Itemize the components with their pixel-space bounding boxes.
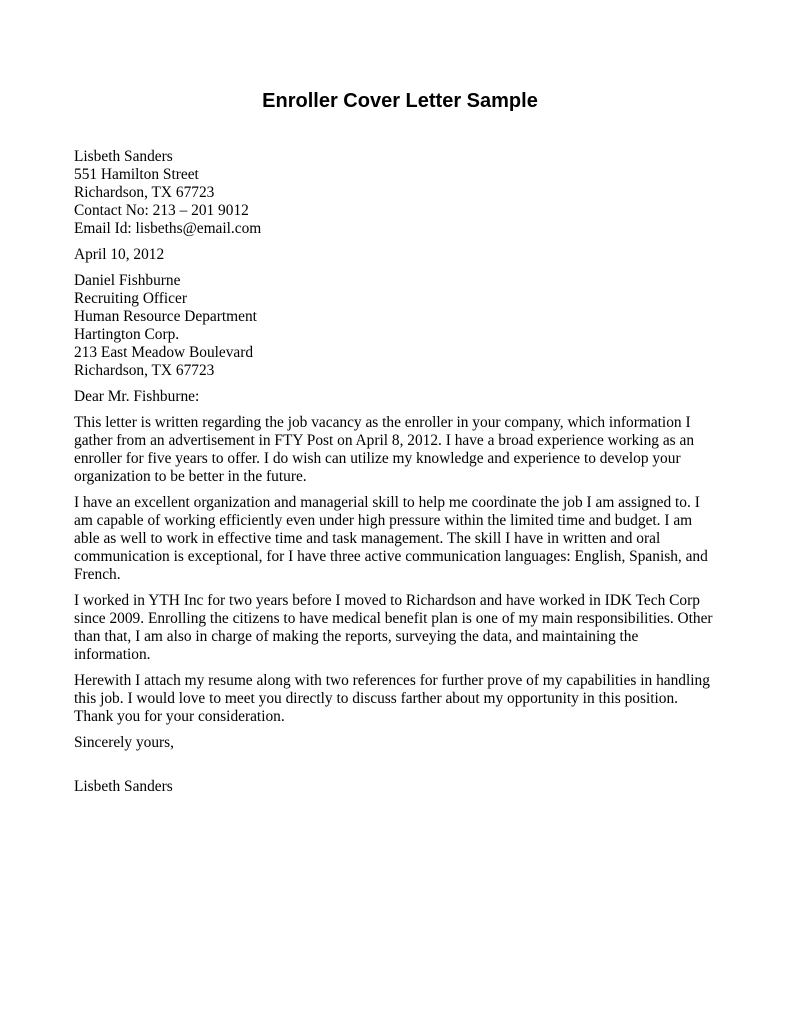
- recipient-title: Recruiting Officer: [74, 290, 187, 307]
- paragraph-line: am capable of working efficiently even under high pressure within the limited time and budget. I am: [74, 512, 693, 529]
- paragraph-line: than that, I am also in charge of making the reports, surveying the data, and maintaining the: [74, 628, 639, 645]
- page-title: Enroller Cover Letter Sample: [262, 90, 538, 112]
- paragraph-2: [74, 494, 734, 584]
- paragraph-line: Herewith I attach my resume along with two references for further prove of my capabilities in handling: [74, 672, 710, 689]
- sender-contact: Contact No: 213 – 201 9012: [74, 202, 249, 219]
- sender-name: Lisbeth Sanders: [74, 148, 173, 165]
- paragraph-line: gather from an advertisement in FTY Post on April 8, 2012. I have a broad experience working as an: [74, 432, 695, 449]
- paragraph-line: communication is exceptional, for I have three active communication languages: English, Spanish, and: [74, 548, 708, 565]
- paragraph-line: organization to be better in the future.: [74, 468, 307, 485]
- paragraph-3: [74, 592, 734, 664]
- letter-date: April 10, 2012: [74, 246, 165, 263]
- paragraph-line: able as well to work in effective time and task management. The skill I have in written and oral: [74, 530, 661, 547]
- paragraph-4: [74, 672, 734, 726]
- sender-email: Email Id: lisbeths@email.com: [74, 220, 262, 237]
- recipient-company: Hartington Corp.: [74, 326, 180, 343]
- paragraph-line: this job. I would love to meet you directly to discuss farther about my opportunity in this position.: [74, 690, 679, 707]
- paragraph-line: This letter is written regarding the job vacancy as the enroller in your company, which information I: [74, 414, 691, 431]
- salutation: Dear Mr. Fishburne:: [74, 388, 200, 405]
- paragraph-line: information.: [74, 646, 151, 663]
- closing: Sincerely yours,: [74, 734, 175, 751]
- recipient-street: 213 East Meadow Boulevard: [74, 344, 254, 361]
- paragraph-line: French.: [74, 566, 121, 583]
- recipient-city: Richardson, TX 67723: [74, 362, 215, 379]
- recipient-address: [74, 272, 734, 380]
- letter-body: [74, 148, 734, 796]
- recipient-name: Daniel Fishburne: [74, 272, 181, 289]
- recipient-department: Human Resource Department: [74, 308, 257, 325]
- paragraph-line: since 2009. Enrolling the citizens to have medical benefit plan is one of my main responsibilities. Other: [74, 610, 713, 627]
- paragraph-line: enroller for five years to offer. I do wish can utilize my knowledge and experience to develop your: [74, 450, 681, 467]
- paragraph-line: I worked in YTH Inc for two years before I moved to Richardson and have worked in IDK Tech Corp: [74, 592, 700, 609]
- paragraph-line: Thank you for your consideration.: [74, 708, 285, 725]
- sender-address: [74, 148, 734, 238]
- signature-name: Lisbeth Sanders: [74, 778, 173, 795]
- sender-city: Richardson, TX 67723: [74, 184, 215, 201]
- paragraph-line: I have an excellent organization and managerial skill to help me coordinate the job I am assigned to. I: [74, 494, 700, 511]
- paragraph-1: [74, 414, 734, 486]
- sender-street: 551 Hamilton Street: [74, 166, 199, 183]
